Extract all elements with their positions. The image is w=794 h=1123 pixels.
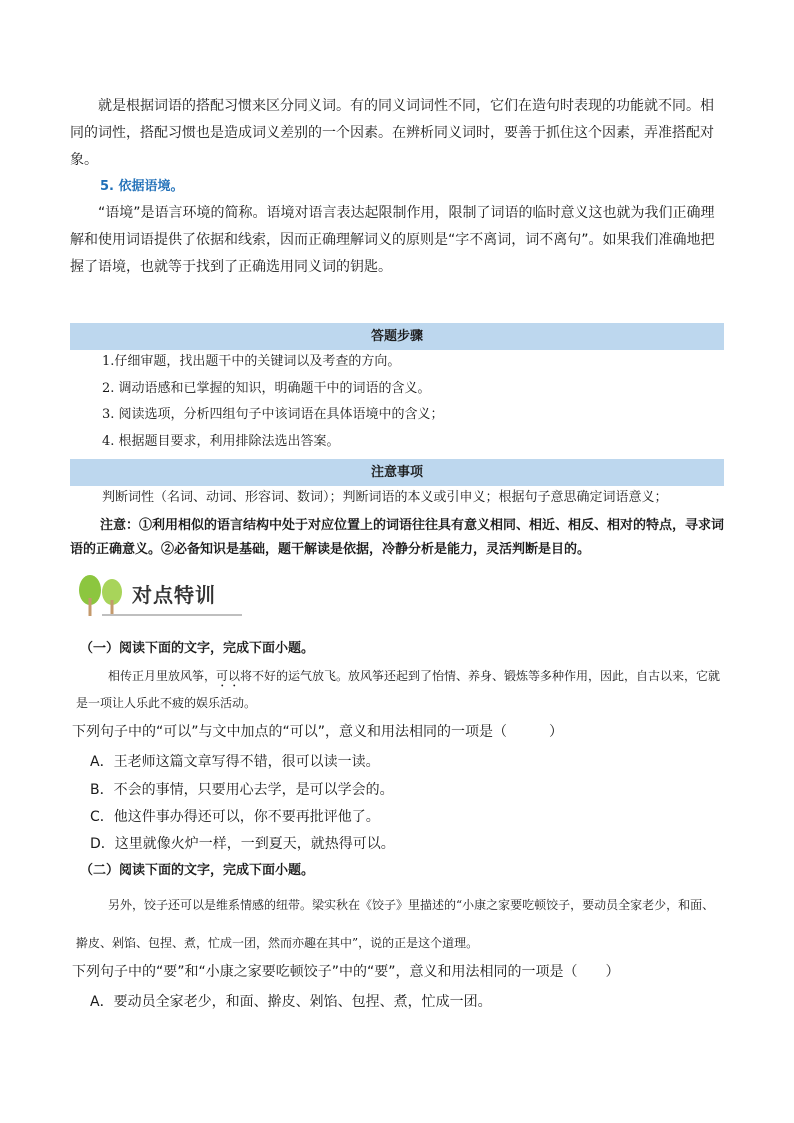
step-item-4: 4. 根据题目要求，利用排除法选出答案。 [102,434,340,449]
option-c[interactable]: C．他这件事办得还可以，你不要再批评他了。 [90,809,380,825]
section-1-passage [76,663,726,717]
badge-title: 对点特训 [132,583,216,607]
notes-title-bar: 注意事项 [70,459,724,486]
notes-line-1: 判断词性（名词、动词、形容词、数词）；判断词语的本义或引申义；根据句子意思确定词语意义； [102,490,668,505]
badge-underline [102,614,242,616]
step-item-1: 1.仔细审题，找出题干中的关键词以及考查的方向。 [102,354,401,369]
passage-text-before: 相传正月里放风筝， [108,669,217,683]
intro-paragraph-1: 就是根据词语的搭配习惯来区分同义词。有的同义词词性不同，它们在造句时表现的功能就不同。相同的词性，搭配习惯也是造成词义差别的一个因素。在辨析同义词时，要善于抓住这个因素，弄准搭配对象。 [70,98,714,168]
steps-title-bar: 答题步骤 [70,323,724,350]
section-badge [72,570,242,622]
option-b[interactable]: B．不会的事情，只要用心去学，是可以学会的。 [90,782,394,798]
option-d[interactable]: D．这里就像火炉一样，一到夏天，就热得可以。 [90,836,395,852]
step-item-3: 3. 阅读选项，分析四组句子中该词语在具体语境中的含义； [102,407,444,422]
heading-5: 5. 依据语境。 [100,179,184,194]
notes-line-2: 注意：①利用相似的语言结构中处于对应位置上的词语往往具有意义相同、相近、相反、相对的特点，寻求词语的正确意义。②必备知识是基础，题干解读是依据，冷静分析是能力，灵活判断是目的。 [70,518,725,557]
passage-text-after: 将不好的运气放飞。放风筝还起到了怡情、养身、锻炼等多种作用，因此，自古以来，它就是一项让人乐此不疲的娱乐活动。 [76,669,721,710]
intro-paragraph-2: “语境”是语言环境的简称。语境对语言表达起限制作用，限制了词语的临时意义这也就为我们正确理解和使用词语提供了依据和线索，因而正确理解词义的原则是“字不离词，词不离句”。如果我们准确地把握了语境，也就等于找到了正确选用同义词的钥匙。 [70,205,715,275]
section-1-heading: （一）阅读下面的文字，完成下面小题。 [80,641,315,656]
section-2-option-a[interactable]: A．要动员全家老少，和面、擀皮、剁馅、包捏、煮，忙成一团。 [90,994,492,1010]
option-a[interactable]: A．王老师这篇文章写得不错，很可以读一读。 [90,754,380,770]
section-2-heading: （二）阅读下面的文字，完成下面小题。 [80,863,315,878]
dotted-word: 可以 [216,669,241,683]
section-1-question: 下列句子中的“可以”与文中加点的“可以”，意义和用法相同的一项是（ ） [72,724,564,740]
section-2-passage: 另外，饺子还可以是维系情感的纽带。梁实秋在《饺子》里描述的“小康之家要吃顿饺子，要动员全家老少，和面、擀皮、剁馅、包捏、煮，忙成一团，然而亦趣在其中”，说的正是这个道理。 [76,898,715,950]
step-item-2: 2. 调动语感和已掌握的知识，明确题干中的词语的含义。 [102,381,431,396]
section-2-question: 下列句子中的“要”和“小康之家要吃顿饺子”中的“要”，意义和用法相同的一项是（ ） [72,964,620,980]
